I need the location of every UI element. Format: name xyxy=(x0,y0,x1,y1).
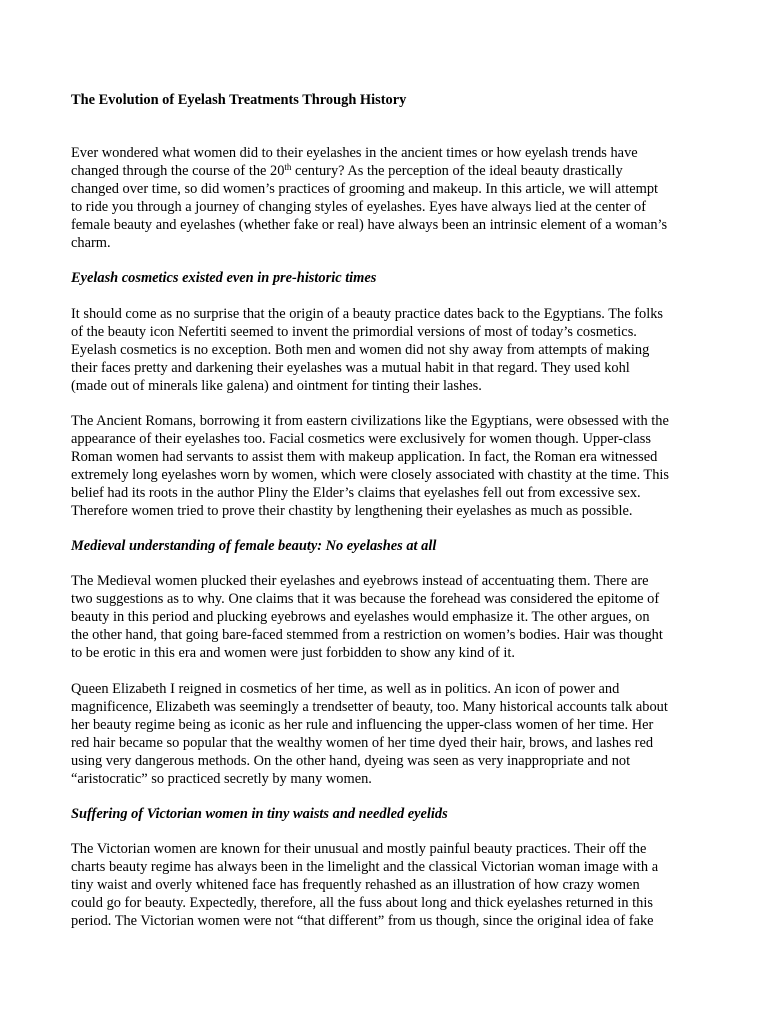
text-line xyxy=(71,163,701,181)
text-line: Roman women had servants to assist them with makeup application. In fact, the Roman era witnessed xyxy=(71,448,658,465)
text-line: period. The Victorian women were not “that different” from us though, since the original idea of fake xyxy=(71,912,654,929)
text-line: charts beauty regime has always been in the limelight and the classical Victorian woman image with a xyxy=(71,858,659,875)
text-line: could go for beauty. Expectedly, therefore, all the fuss about long and thick eyelashes returned in this xyxy=(71,894,653,911)
text-line: Queen Elizabeth I reigned in cosmetics of her time, as well as in politics. An icon of power and xyxy=(71,681,620,697)
text-line: It should come as no surprise that the origin of a beauty practice dates back to the Egyptians. The folks xyxy=(71,306,663,322)
body-paragraph xyxy=(71,413,701,520)
text-line: “aristocratic” so practiced secretly by many women. xyxy=(71,770,372,787)
body-paragraph xyxy=(71,681,701,788)
text-line: belief had its roots in the author Pliny the Elder’s claims that eyelashes fell out from excessive sex. xyxy=(71,484,641,501)
section-heading: Medieval understanding of female beauty: No eyelashes at all xyxy=(71,538,437,554)
text-line: beauty in this period and plucking eyebrows and eyelashes would emphasize it. The other argues, on xyxy=(71,608,650,625)
text-line: extremely long eyelashes worn by women, which were closely associated with chastity at the time. This xyxy=(71,466,669,483)
section-heading: Eyelash cosmetics existed even in pre-historic times xyxy=(71,270,377,286)
document-title: The Evolution of Eyelash Treatments Through History xyxy=(71,92,407,108)
text-line: her beauty regime being as iconic as her rule and influencing the upper-class women of her time. Her xyxy=(71,716,654,733)
text-line: Therefore women tried to prove their chastity by lengthening their eyelashes as much as possible. xyxy=(71,502,633,519)
section-heading: Suffering of Victorian women in tiny waists and needled eyelids xyxy=(71,806,448,822)
text-line: charm. xyxy=(71,234,111,251)
text-line: two suggestions as to why. One claims that it was because the forehead was considered the epitome of xyxy=(71,590,660,607)
body-paragraph xyxy=(71,306,701,396)
text-line: to ride you through a journey of changing styles of eyelashes. Eyes have always lied at the center of xyxy=(71,198,647,215)
text-segment: century? As the perception of the ideal beauty drastically xyxy=(291,162,623,179)
text-line: magnificence, Elizabeth was seemingly a trendsetter of beauty, too. Many historical accounts talk about xyxy=(71,698,668,715)
text-line: red hair became so popular that the wealthy women of her time dyed their hair, brows, and lashes red xyxy=(71,734,654,751)
superscript: th xyxy=(284,161,292,172)
text-line: The Victorian women are known for their unusual and mostly painful beauty practices. Their off the xyxy=(71,841,647,857)
text-line: female beauty and eyelashes (whether fake or real) have always been an intrinsic element of a woman’s xyxy=(71,216,668,233)
body-paragraph xyxy=(71,841,701,931)
body-paragraph xyxy=(71,573,701,663)
intro-paragraph xyxy=(71,145,701,252)
text-line: The Medieval women plucked their eyelashes and eyebrows instead of accentuating them. There are xyxy=(71,573,649,589)
text-line: The Ancient Romans, borrowing it from eastern civilizations like the Egyptians, were obsessed with the xyxy=(71,413,669,429)
text-line: the other hand, that going bare-faced stemmed from a restriction on women’s bodies. Hair was thought xyxy=(71,626,663,643)
text-line: tiny waist and overly whitened face has frequently rehashed as an illustration of how crazy women xyxy=(71,876,640,893)
text-line: of the beauty icon Nefertiti seemed to invent the primordial versions of most of today’s cosmetics. xyxy=(71,323,637,340)
text-line: Eyelash cosmetics is no exception. Both men and women did not shy away from attempts of making xyxy=(71,341,650,358)
text-line: changed over time, so did women’s practices of grooming and makeup. In this article, we will attempt xyxy=(71,180,659,197)
document-page xyxy=(71,0,701,1024)
text-segment: changed through the course of the 20 xyxy=(71,162,285,179)
text-line: Ever wondered what women did to their eyelashes in the ancient times or how eyelash trends have xyxy=(71,145,638,161)
text-line: using very dangerous methods. On the other hand, dyeing was seen as very inappropriate and not xyxy=(71,752,631,769)
text-line: their faces pretty and darkening their eyelashes was a mutual habit in that regard. They used kohl xyxy=(71,359,630,376)
text-line: appearance of their eyelashes too. Facial cosmetics were exclusively for women though. Upper-class xyxy=(71,430,651,447)
text-line: (made out of minerals like galena) and ointment for tinting their lashes. xyxy=(71,377,482,394)
text-line: to be erotic in this era and women were just forbidden to show any kind of it. xyxy=(71,644,516,661)
